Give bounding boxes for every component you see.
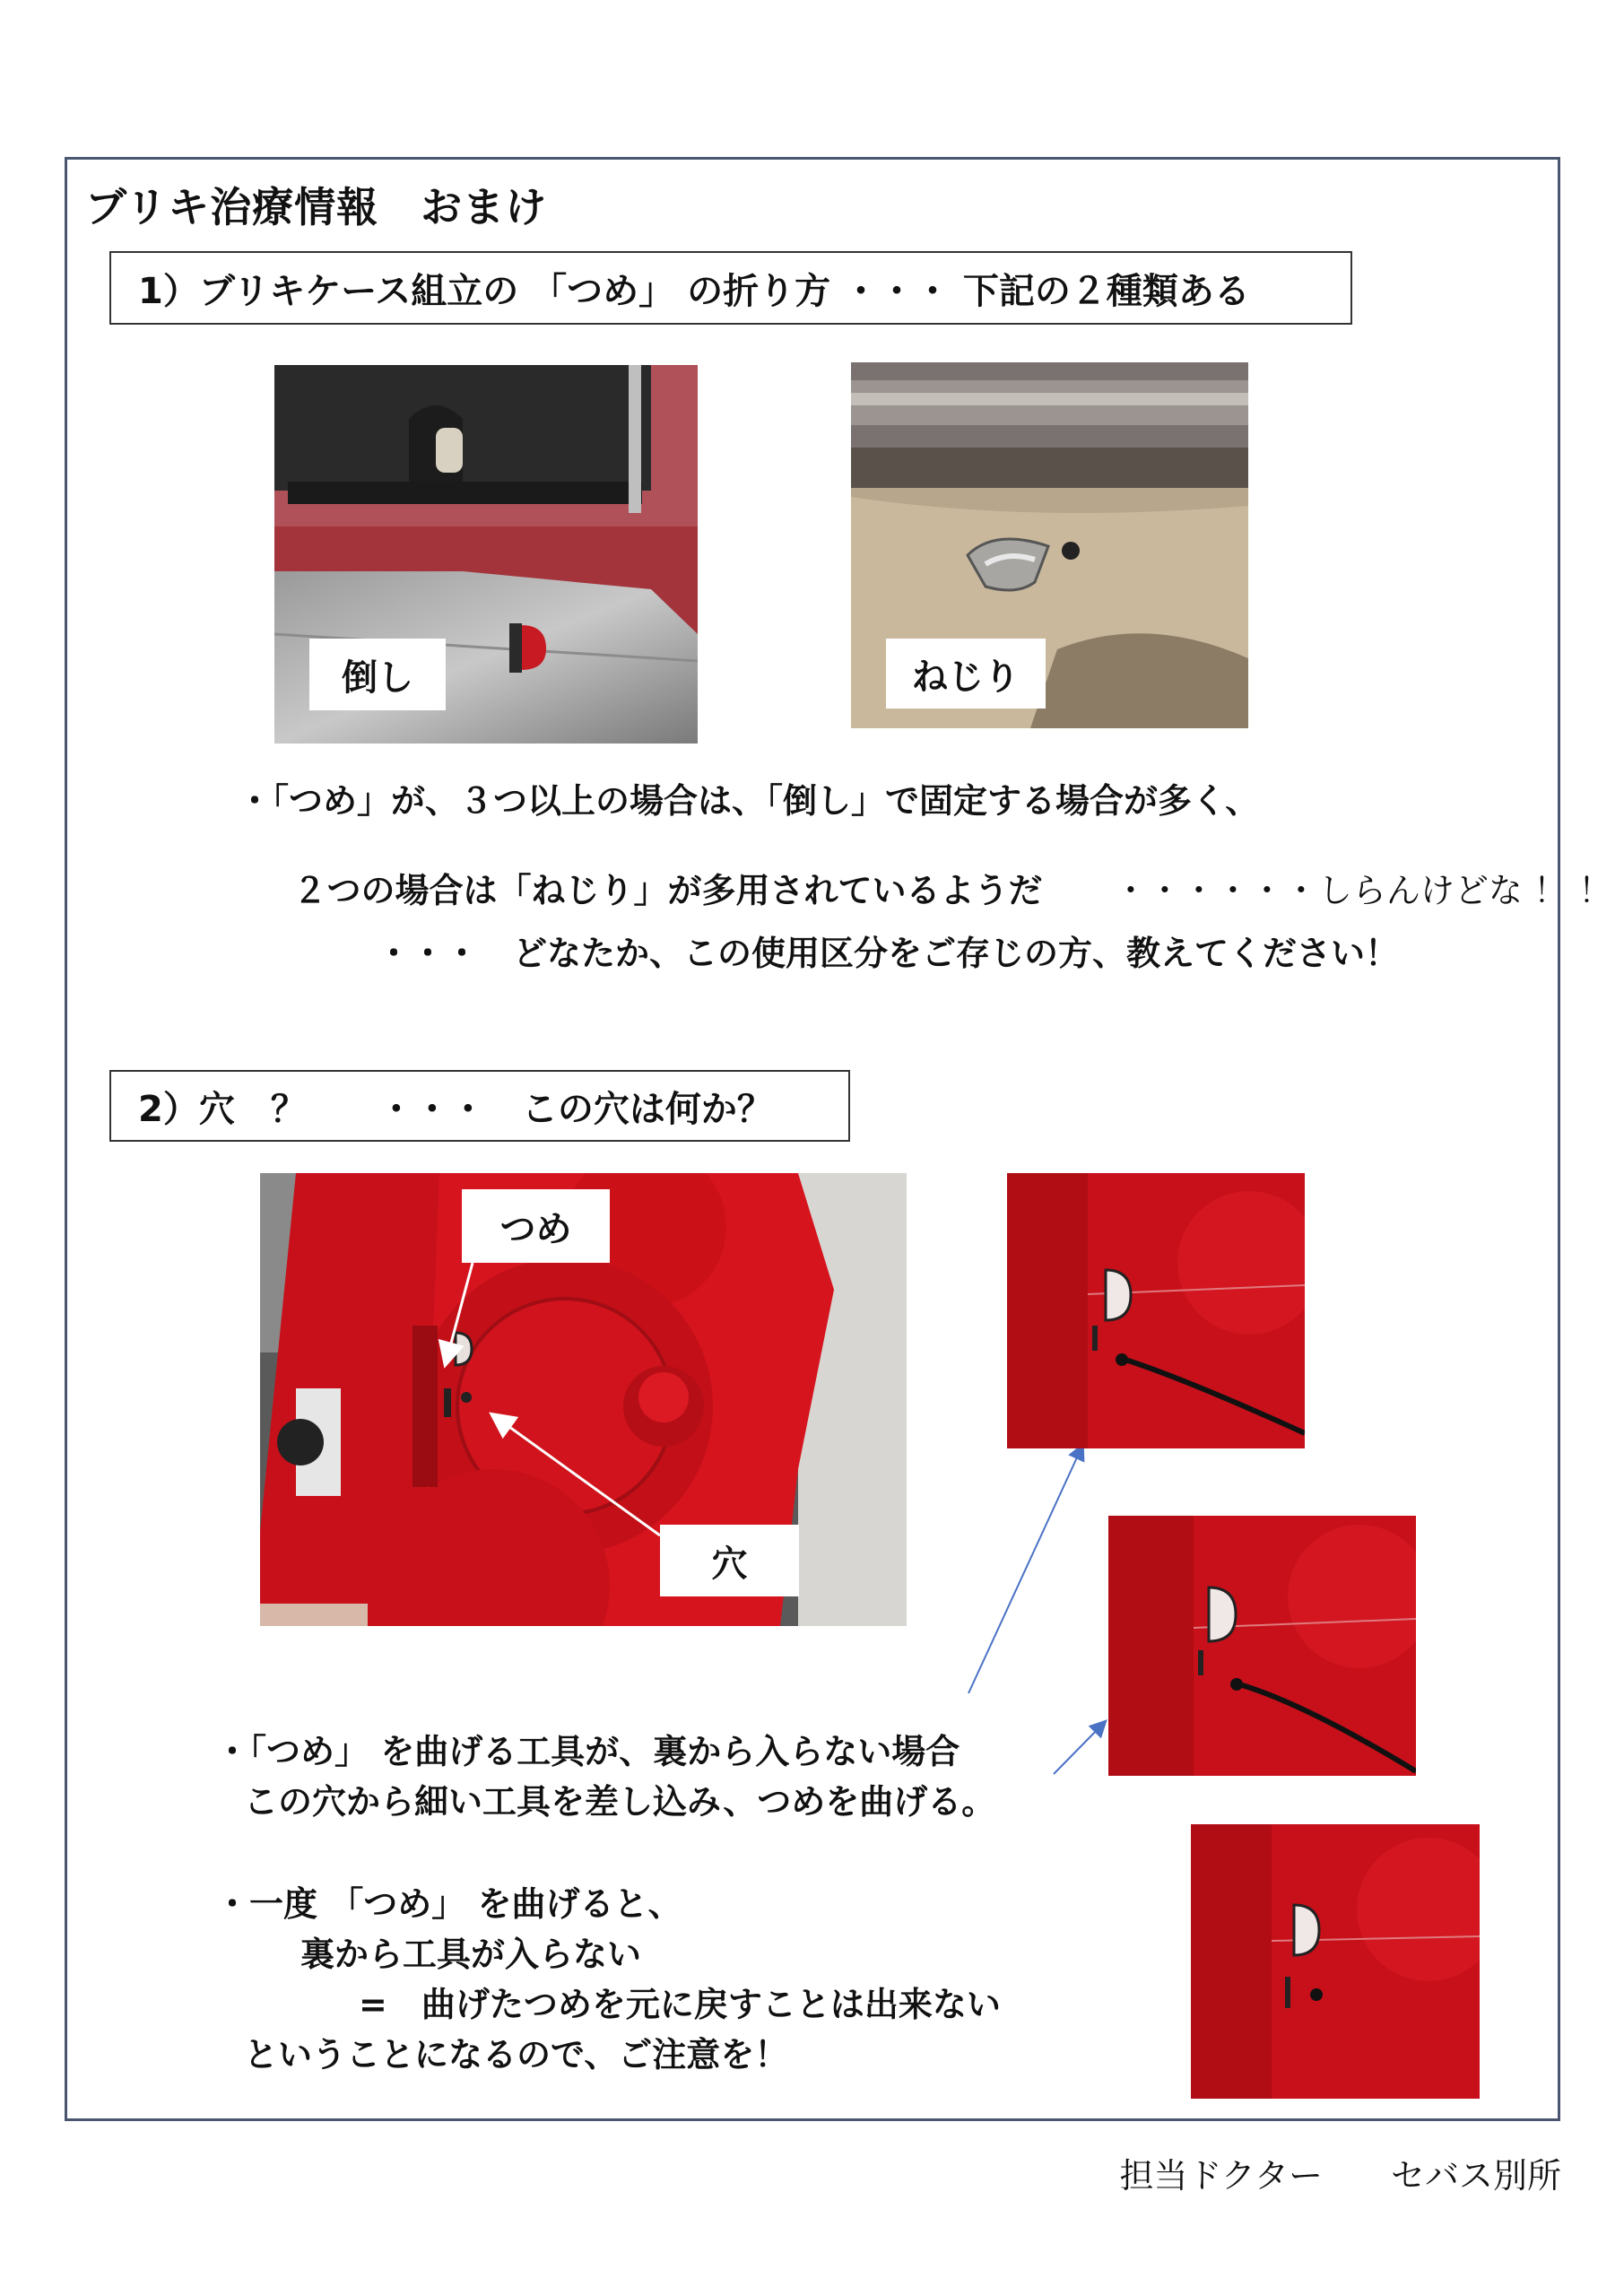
label-ana: 穴 [660,1525,799,1596]
section1-note-line1: ・「つめ」が、３つ以上の場合は、「倒し」で固定する場合が多く、 [238,781,1260,821]
label-taoshi: 倒し [309,639,446,710]
section2-bullet2-line4: ということになるので、ご注意を！ [244,2035,789,2074]
section1-note-line2-aside: ・・・・・・しらんけどな ！ ！ [1113,871,1613,910]
section2-bullet2-line2: 裏から工具が入らない [300,1935,642,1974]
section2-heading-text: 2）穴 ？ ・・・ この穴は何か？ [138,1088,773,1130]
author-footer: 担当ドクター セバス別所 [1119,2156,1561,2196]
section1-note-line2-main: ２つの場合は「ねじり」が多用されているようだ [292,871,1043,910]
page-title: ブリキ治療情報 おまけ [85,183,548,231]
photo-closeup-2 [1108,1516,1416,1776]
section1-note-line3: ・・・ どなたか、この使用区分をご存じの方、教えてください！ [377,934,1400,973]
label-nejiri: ねじり [886,639,1046,709]
label-tsume: つめ [462,1189,610,1263]
section2-bullet2-line3: = 曲げたつめを元に戻すことは出来ない [359,1985,1001,2024]
section2-bullet1-line2: この穴から細い工具を差し込み、つめを曲げる。 [244,1782,996,1822]
section2-bullet2-line1: ・一度 「つめ」 を曲げると、 [215,1884,682,1924]
photo-closeup-1 [1007,1173,1305,1448]
photo-closeup-3 [1191,1824,1480,2099]
section2-bullet1-line1: ・「つめ」 を曲げる工具が、裏から入らない場合 [215,1732,960,1771]
section1-heading-text: 1）ブリキケース組立の 「つめ」 の折り方 ・・・ 下記の２種類ある [138,270,1250,312]
